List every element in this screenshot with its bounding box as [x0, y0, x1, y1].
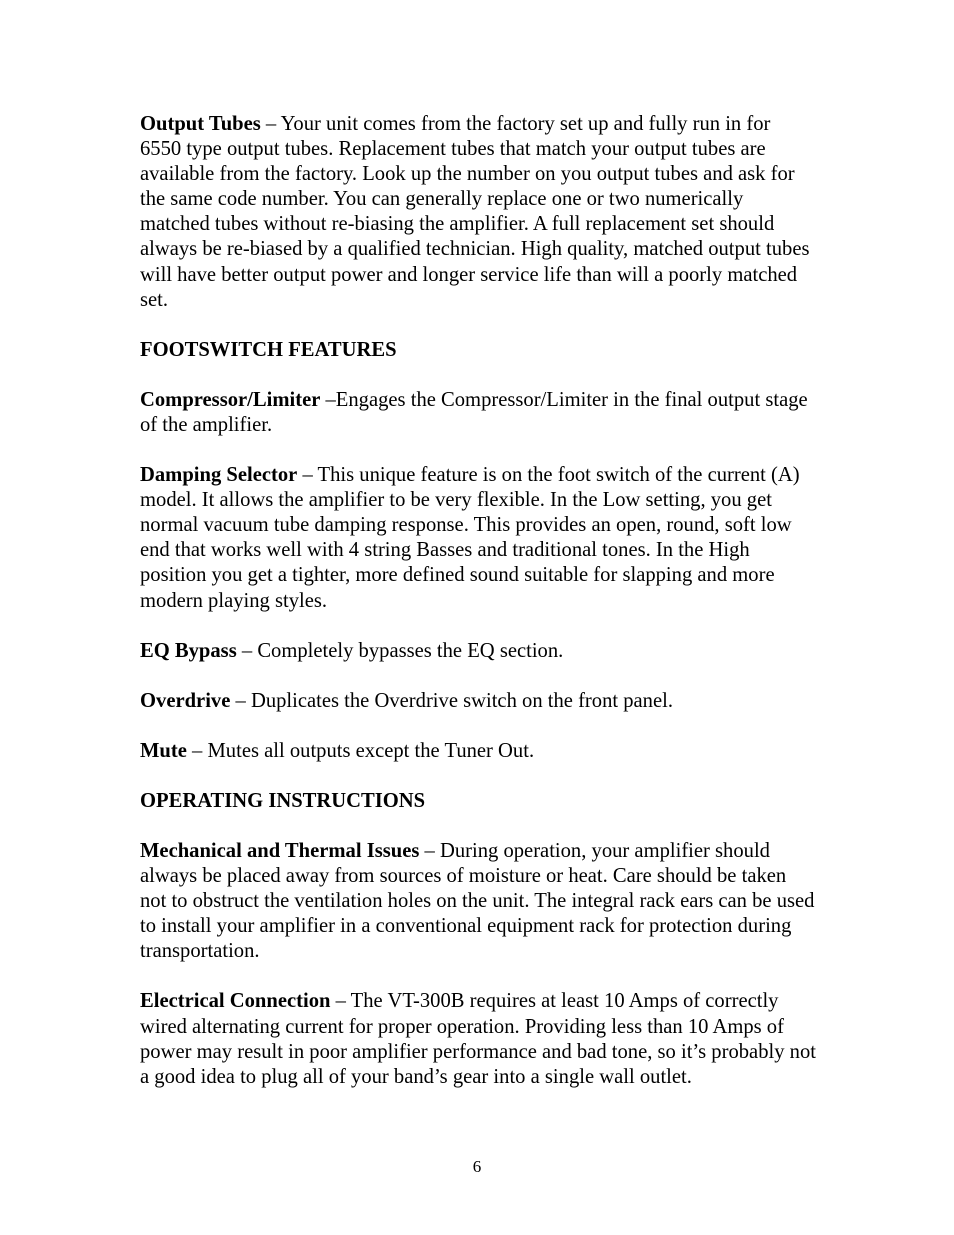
page-number: 6: [472, 1157, 482, 1176]
paragraph-electrical-connection: [140, 989, 816, 1089]
heading-operating-instructions: OPERATING INSTRUCTIONS: [140, 789, 426, 812]
text-mute: – Mutes all outputs except the Tuner Out.: [186, 739, 535, 762]
term-mute: Mute: [140, 739, 187, 762]
paragraph-output-tubes: [140, 112, 816, 313]
term-compressor-limiter: Compressor/Limiter: [140, 388, 321, 411]
text-eq-bypass: – Completely bypasses the EQ section.: [236, 639, 564, 662]
text-damping-selector: – This unique feature is on the foot switch of the current (A) model. It allows the amplifier to be very flexible. In the Low setting, you get normal vacuum tube damping response. This provides an open, round, soft low end that works well with 4 string Basses and traditional tones. In the High position you get a tighter, more defined sound suitable for slapping and more modern playing styles.: [140, 464, 800, 612]
text-overdrive: – Duplicates the Overdrive switch on the front panel.: [230, 689, 673, 712]
term-electrical-connection: Electrical Connection: [140, 990, 331, 1013]
paragraph-compressor-limiter: [140, 388, 816, 438]
paragraph-eq-bypass: [140, 639, 816, 664]
text-output-tubes: – Your unit comes from the factory set up and fully run in for 6550 type output tubes. Replacement tubes that match your output tubes are available from the factory. Look up the number on you output tubes and ask for the same code number. You can generally replace one or two numerically matched tubes without re-biasing the amplifier. A full replacement set should always be re-biased by a qualified technician. High quality, matched output tubes will have better output power and longer service life than will a poorly matched set.: [140, 113, 810, 311]
paragraph-damping-selector: [140, 463, 816, 614]
text-compressor-limiter: –Engages the Compressor/Limiter in the final output stage of the amplifier.: [140, 388, 808, 436]
term-output-tubes: Output Tubes: [140, 113, 261, 135]
text-mechanical-thermal: – During operation, your amplifier should always be placed away from sources of moisture or heat. Care should be taken not to obstruct the ventilation holes on the unit. The integral rack ears can be used to install your amplifier in a conventional equipment rack for protection during transportation.: [140, 839, 815, 963]
paragraph-overdrive: [140, 689, 816, 714]
term-mechanical-thermal: Mechanical and Thermal Issues: [140, 839, 420, 862]
paragraph-mechanical-thermal: [140, 839, 816, 964]
heading-footswitch-features: FOOTSWITCH FEATURES: [140, 338, 397, 361]
text-electrical-connection: – The VT-300B requires at least 10 Amps of correctly wired alternating current for proper operation. Providing less than 10 Amps of power may result in poor amplifier performance and bad tone, so it’s probably not a good idea to plug all of your band’s gear into a single wall outlet.: [140, 990, 816, 1088]
term-damping-selector: Damping Selector: [140, 464, 298, 487]
document-body: [140, 112, 816, 1115]
term-eq-bypass: EQ Bypass: [140, 639, 237, 662]
term-overdrive: Overdrive: [140, 689, 231, 712]
paragraph-mute: [140, 739, 816, 764]
